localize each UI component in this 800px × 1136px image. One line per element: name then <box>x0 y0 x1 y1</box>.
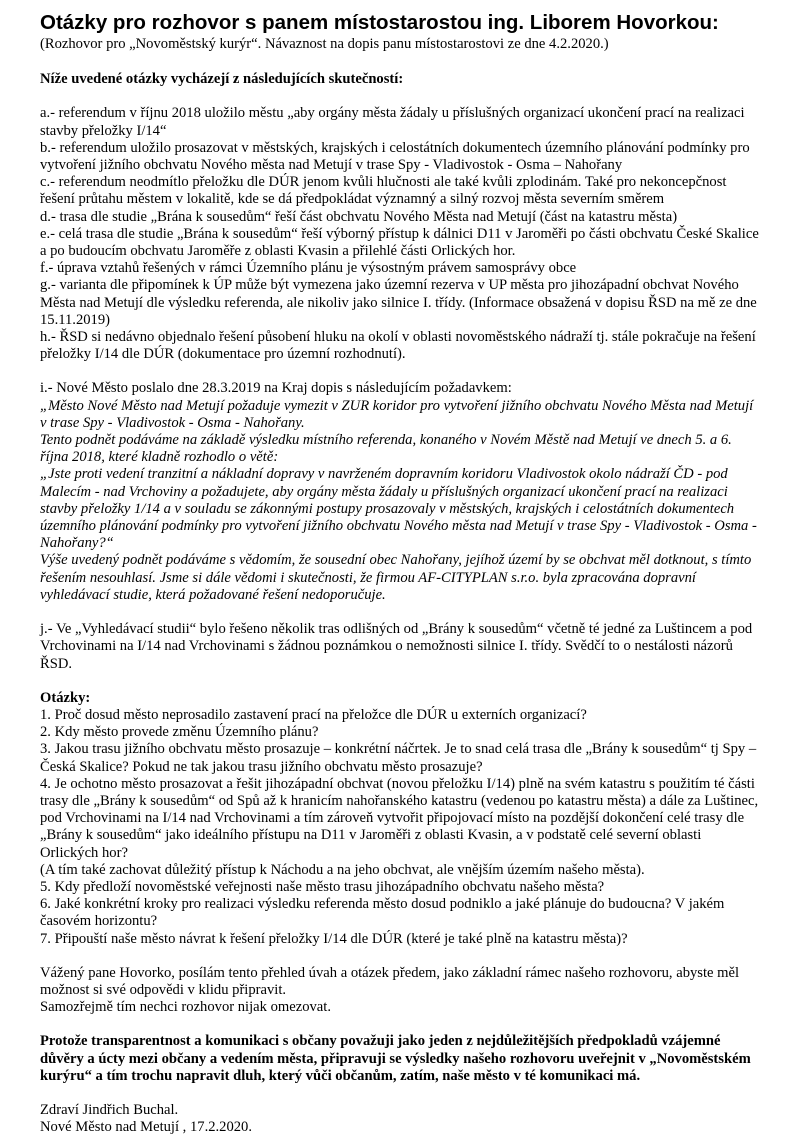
fact-item: a.- referendum v říjnu 2018 uložilo městu „aby orgány města žádaly u příslušných organizací ukončení prací na realizaci stavby přeložky I/14“ <box>40 105 745 139</box>
question-item: 4. Je ochotno město prosazovat a řešit jihozápadní obchvat (novou přeložku I/14) plně na svém katastru s použitím té části trasy dle „Brány k sousedům“ od Spů až k hranicím nahořanského katastru (vedenou po katastru města) a dále za Luštinec, pod Vrchovinami na I/14 nad Vrchovinami a tím zároveň vytvořit připojovací místo na pozdější dokončení celé trasy dle „Brány k sousedům“ jako ideálního přístupu na D11 v Jaroměři z oblasti Kvasin, a v podstatě celé severní oblasti Orlických hor? <box>40 775 759 861</box>
fact-item: f.- úprava vztahů řešených v rámci Územního plánu je výsostným právem samosprávy obce <box>40 260 577 277</box>
facts-heading: Níže uvedené otázky vycházejí z následujících skutečností: <box>40 71 404 88</box>
fact-item: e.- celá trasa dle studie „Brána k sousedům“ řeší výborný přístup k dálnici D11 v Jaroměři po části obchvatu České Skalice a po budoucím obchvatu Jaroměře z oblasti Kvasin a přilehlé části Orlických hor. <box>40 225 759 260</box>
closing-section <box>40 965 760 1017</box>
fact-item: g.- varianta dle připomínek k ÚP může být vymezena jako územní rezerva v UP města pro jihozápadní obchvat Nového Města nad Metují dle výsledku referenda, ale nikoliv jako silnice I. třídy. (Informace obsažená v dopisu ŘSD na mě ze dne 15.11.2019) <box>40 277 757 328</box>
facts-list <box>40 105 760 363</box>
closing-statement: Protože transparentnost a komunikaci s občany považuji jako jeden z nejdůležitějších předpokladů vzájemné důvěry a úcty mezi občany a vedením města, připravuji se výsledky našeho rozhovoru uveřejnit v „Novoměstském kurýru“ a tím trochu napravit dluh, který vůči občanům, zatím, naše město v té komunikaci má. <box>40 1033 751 1084</box>
question-item: 1. Proč dosud město neprosadilo zastavení prací na přeložce dle DÚR u externích organizací? <box>40 706 587 723</box>
questions-section <box>40 690 760 948</box>
question-item: (A tím také zachovat důležitý přístup k Náchodu a na jeho obchvat, ale vnějším územím našeho města). <box>40 861 645 878</box>
closing-paragraph: Vážený pane Hovorko, posílám tento přehled úvah a otázek předem, jako základní rámec našeho rozhovoru, abyste měl možnost si své odpovědi v klidu připravit. <box>40 964 740 998</box>
question-item: 7. Připouští naše město návrat k řešení přeložky I/14 dle DÚR (které je také plně na katastru města)? <box>40 930 628 947</box>
item-j: j.- Ve „Vyhledávací studii“ bylo řešeno několik tras odlišných od „Brány k sousedům“ včetně té jedné za Luštincem a pod Vrchovinami na I/14 nad Vrchovinami s žádnou poznámkou o nemožnosti silnice I. třídy. Svědčí to o nestálosti názorů ŘSD. <box>40 621 753 672</box>
item-i-quote: „Město Nové Město nad Metují požaduje vymezit v ZUR koridor pro vytvoření jižního obchvatu Nového Města nad Metují v trase Spy - Vladivostok - Osma - Nahořany. <box>40 397 754 431</box>
item-i-intro: i.- Nové Město poslalo dne 28.3.2019 na Kraj dopis s následujícím požadavkem: <box>40 380 512 397</box>
fact-item: c.- referendum neodmítlo přeložku dle DÚR jenom kvůli hlučnosti ale také kvůli zplodinám. Také pro nekoncepčnost řešení průtahu městem v lokalitě, kde se dá předpokládat významný a silný rozvoj města severním směrem <box>40 174 727 208</box>
closing-paragraph: Samozřejmě tím nechci rozhovor nijak omezovat. <box>40 999 331 1016</box>
question-item: 2. Kdy město provede změnu Územního plánu? <box>40 724 319 741</box>
fact-item: h.- ŘSD si nedávno objednalo řešení působení hluku na okolí v oblasti novoměstského nádraží tj. stále pokračuje na řešení přeložky I/14 dle DÚR (dokumentace pro územní rozhodnutí). <box>40 329 756 363</box>
fact-item: b.- referendum uložilo prosazovat v městských, krajských i celostátních dokumentech územního plánování podmínky pro vytvoření jižního obchvatu Nového města nad Metují v trase Spy - Vladivostok - Osma – Nahořany <box>40 139 750 174</box>
signature: Zdraví Jindřich Buchal. <box>40 1101 179 1118</box>
fact-item: d.- trasa dle studie „Brána k sousedům“ řeší část obchvatu Nového Města nad Metují (část na katastru města) <box>40 208 678 225</box>
item-i-quote: Výše uvedený podnět podáváme s vědomím, že sousední obec Nahořany, jejíhož území by se obchvat měl dotknout, s tímto řešením nesouhlasí. Jsme si dále vědomi i skutečnosti, že firmou AF-CITYPLAN s.r.o. byla zpracována dopravní vyhledávací studie, která požadované řešení nedoporučuje. <box>40 552 752 603</box>
item-i-section <box>40 380 760 604</box>
document-subtitle: (Rozhovor pro „Novoměstský kurýr“. Návaznost na dopis panu místostarostovi ze dne 4.2.2020.) <box>40 36 609 52</box>
question-item: 5. Kdy předloží novoměstské veřejnosti naše město trasu jihozápadního obchvatu našeho města? <box>40 878 605 895</box>
document-title: Otázky pro rozhovor s panem místostarostou ing. Liborem Hovorkou: <box>40 11 719 34</box>
question-item: 6. Jaké konkrétní kroky pro realizaci výsledku referenda město dosud podniklo a jaké plánuje do budoucna? V jakém časovém horizontu? <box>40 896 725 930</box>
question-item: 3. Jakou trasu jižního obchvatu město prosazuje – konkrétní náčrtek. Je to snad celá trasa dle „Brány k sousedům“ tj Spy – Česká Skalice? Pokud ne tak jakou trasu jižního obchvatu město prosazuje? <box>40 741 757 775</box>
item-i-quote: „Jste proti vedení tranzitní a nákladní dopravy v navrženém dopravním koridoru Vladivostok okolo nádraží ČD - pod Malecím - nad Vrchoviny a požadujete, aby orgány města žádaly u příslušných organizací ukončení prací na realizaci stavby přeložky 1/14 a v souladu se zákonnými postupy prosazovaly v městských, krajských i celostátních dokumentech územního plánování podmínky pro vytvoření jižního obchvatu Nového města nad Metují v trase Spy - Vladivostok - Osma - Nahořany?“ <box>40 466 757 552</box>
questions-heading: Otázky: <box>40 689 91 706</box>
place-date: Nové Město nad Metují , 17.2.2020. <box>40 1119 252 1136</box>
item-i-quote: Tento podnět podáváme na základě výsledku místního referenda, konaného v Novém Městě nad Metují ve dnech 5. a 6. října 2018, které kladně rozhodlo o větě: <box>40 432 732 466</box>
